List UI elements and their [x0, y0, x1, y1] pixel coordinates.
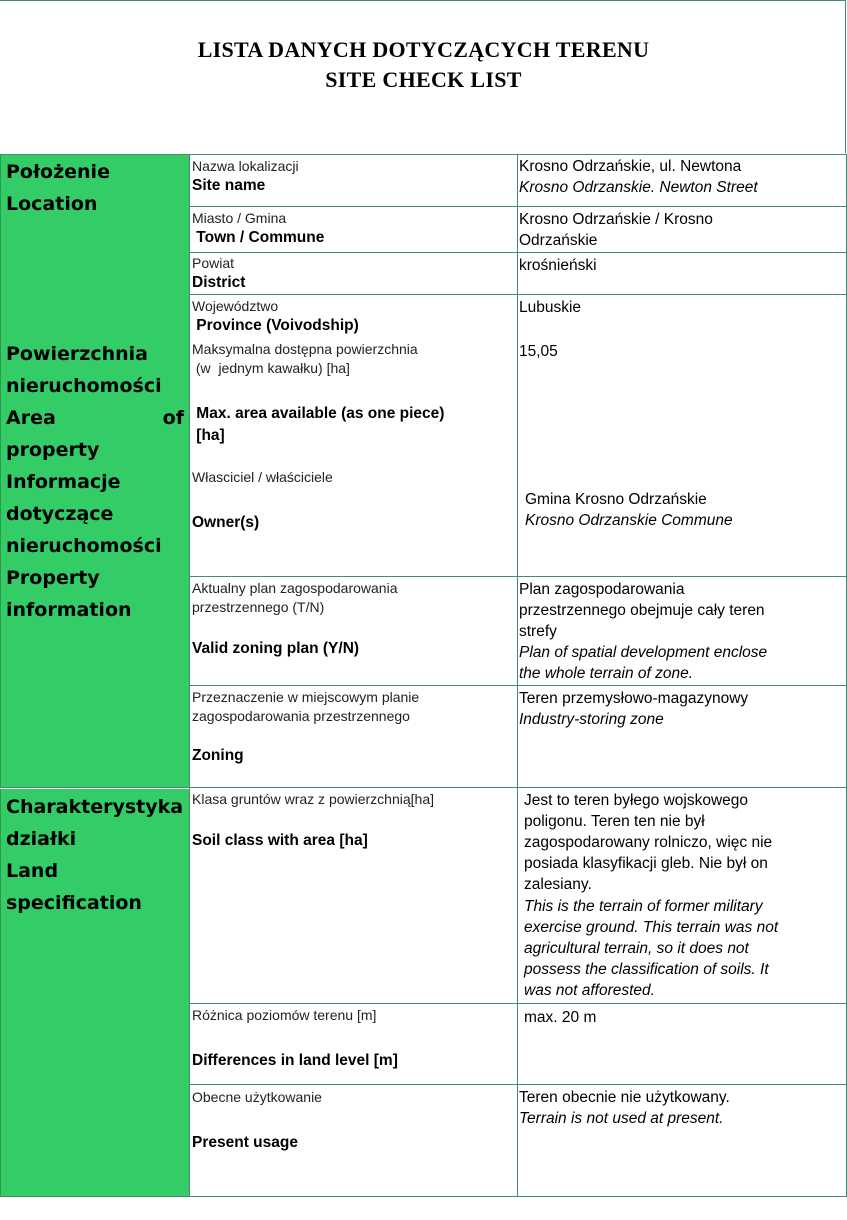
soil-value-en-line4: possess the classification of soils. It	[524, 961, 769, 978]
zoning-label-pl-line2: zagospodarowania przestrzennego	[192, 708, 410, 724]
owner-value-en: Krosno Odrzanskie Commune	[525, 512, 733, 529]
soil-label-pl: Klasa gruntów wraz z powierzchnią[ha]	[192, 791, 435, 807]
usage-value: Teren obecnie nie użytkowany.	[519, 1089, 730, 1106]
site-name-value-en: Krosno Odrzanskie. Newton Street	[519, 179, 758, 196]
soil-value-line3: zagospodarowany rolniczo, więc nie	[524, 834, 773, 851]
row-rule	[189, 1003, 847, 1004]
district-label-en: District	[192, 274, 246, 291]
zoning-plan-label-en: Valid zoning plan (Y/N)	[192, 640, 360, 657]
soil-value-en-line1: This is the terrain of former military	[524, 898, 763, 915]
soil-value-line2: poligonu. Teren ten nie był	[524, 813, 705, 830]
province-label-pl: Województwo	[192, 298, 279, 314]
soil-value-line4: posiada klasyfikacji gleb. Nie był on	[524, 855, 768, 872]
zoning-plan-label-pl-line1: Aktualny plan zagospodarowania	[192, 580, 398, 596]
soil-value-line1: Jest to teren byłego wojskowego	[524, 792, 749, 809]
row-rule	[189, 576, 847, 577]
max-area-label-en-line2: [ha]	[192, 427, 225, 444]
column-rule-middle	[517, 154, 518, 1197]
row-rule	[189, 252, 847, 253]
zoning-value-en: Industry-storing zone	[519, 711, 664, 728]
max-area-label-pl-line1: Maksymalna dostępna powierzchnia	[192, 341, 418, 357]
section-label-location: Położenie Location	[6, 161, 110, 215]
usage-value-en: Terrain is not used at present.	[519, 1110, 724, 1127]
section-divider	[0, 787, 847, 788]
level-label-en: Differences in land level [m]	[192, 1052, 398, 1069]
town-value-line2: Odrzańskie	[519, 232, 598, 249]
zoning-plan-value-line3: strefy	[519, 623, 557, 640]
zoning-plan-label-pl-line2: przestrzennego (T/N)	[192, 599, 325, 615]
soil-value-en-line3: agricultural terrain, so it does not	[524, 940, 749, 957]
owner-label-pl: Własciciel / właściciele	[192, 469, 333, 485]
soil-value-line5: zalesiany.	[524, 876, 592, 893]
zoning-plan-value-en-line2: the whole terrain of zone.	[519, 665, 694, 682]
document-title: LISTA DANYCH DOTYCZĄCYCH TERENU	[197, 37, 650, 62]
max-area-label-pl-line2: (w jednym kawałku) [ha]	[192, 360, 350, 376]
level-value: max. 20 m	[524, 1009, 597, 1026]
district-value: krośnieński	[519, 257, 597, 274]
column-rule-left	[189, 154, 190, 1197]
zoning-label-pl-line1: Przeznaczenie w miejscowym planie	[192, 689, 420, 705]
row-rule	[189, 206, 847, 207]
town-label-en: Town / Commune	[192, 229, 325, 246]
row-rule	[189, 685, 847, 686]
site-name-label-en: Site name	[192, 177, 266, 194]
province-label-en: Province (Voivodship)	[192, 317, 359, 334]
soil-label-en: Soil class with area [ha]	[192, 832, 368, 849]
zoning-plan-value-line2: przestrzennego obejmuje cały teren	[519, 602, 765, 619]
zoning-label-en: Zoning	[192, 747, 244, 764]
row-rule	[189, 1084, 847, 1085]
document-subtitle: SITE CHECK LIST	[325, 67, 522, 92]
soil-value-en-line2: exercise ground. This terrain was not	[524, 919, 779, 936]
zoning-plan-value-line1: Plan zagospodarowania	[519, 581, 685, 598]
section-label-area: Powierzchnia nieruchomości Area of property Informacje dotyczące nieruchomości Property information	[6, 343, 184, 621]
town-label-pl: Miasto / Gmina	[192, 210, 287, 226]
section-label-land: Charakterystyka działki Land specification	[6, 796, 184, 914]
site-name-label-pl: Nazwa lokalizacji	[192, 158, 299, 174]
zoning-value: Teren przemysłowo-magazynowy	[519, 690, 749, 707]
level-label-pl: Różnica poziomów terenu [m]	[192, 1007, 377, 1023]
site-name-value: Krosno Odrzańskie, ul. Newtona	[519, 158, 742, 175]
max-area-label-en-line1: Max. area available (as one piece)	[192, 405, 445, 422]
soil-value-en-line5: was not afforested.	[524, 982, 655, 999]
owner-label-en: Owner(s)	[192, 514, 260, 531]
max-area-value: 15,05	[519, 343, 558, 360]
usage-label-pl: Obecne użytkowanie	[192, 1089, 322, 1105]
owner-value: Gmina Krosno Odrzańskie	[525, 491, 707, 508]
province-value: Lubuskie	[519, 299, 582, 316]
town-value-line1: Krosno Odrzańskie / Krosno	[519, 211, 713, 228]
usage-label-en: Present usage	[192, 1134, 298, 1151]
table-bottom-rule	[0, 1196, 847, 1197]
district-label-pl: Powiat	[192, 255, 235, 271]
row-rule	[189, 294, 847, 295]
zoning-plan-value-en-line1: Plan of spatial development enclose	[519, 644, 768, 661]
